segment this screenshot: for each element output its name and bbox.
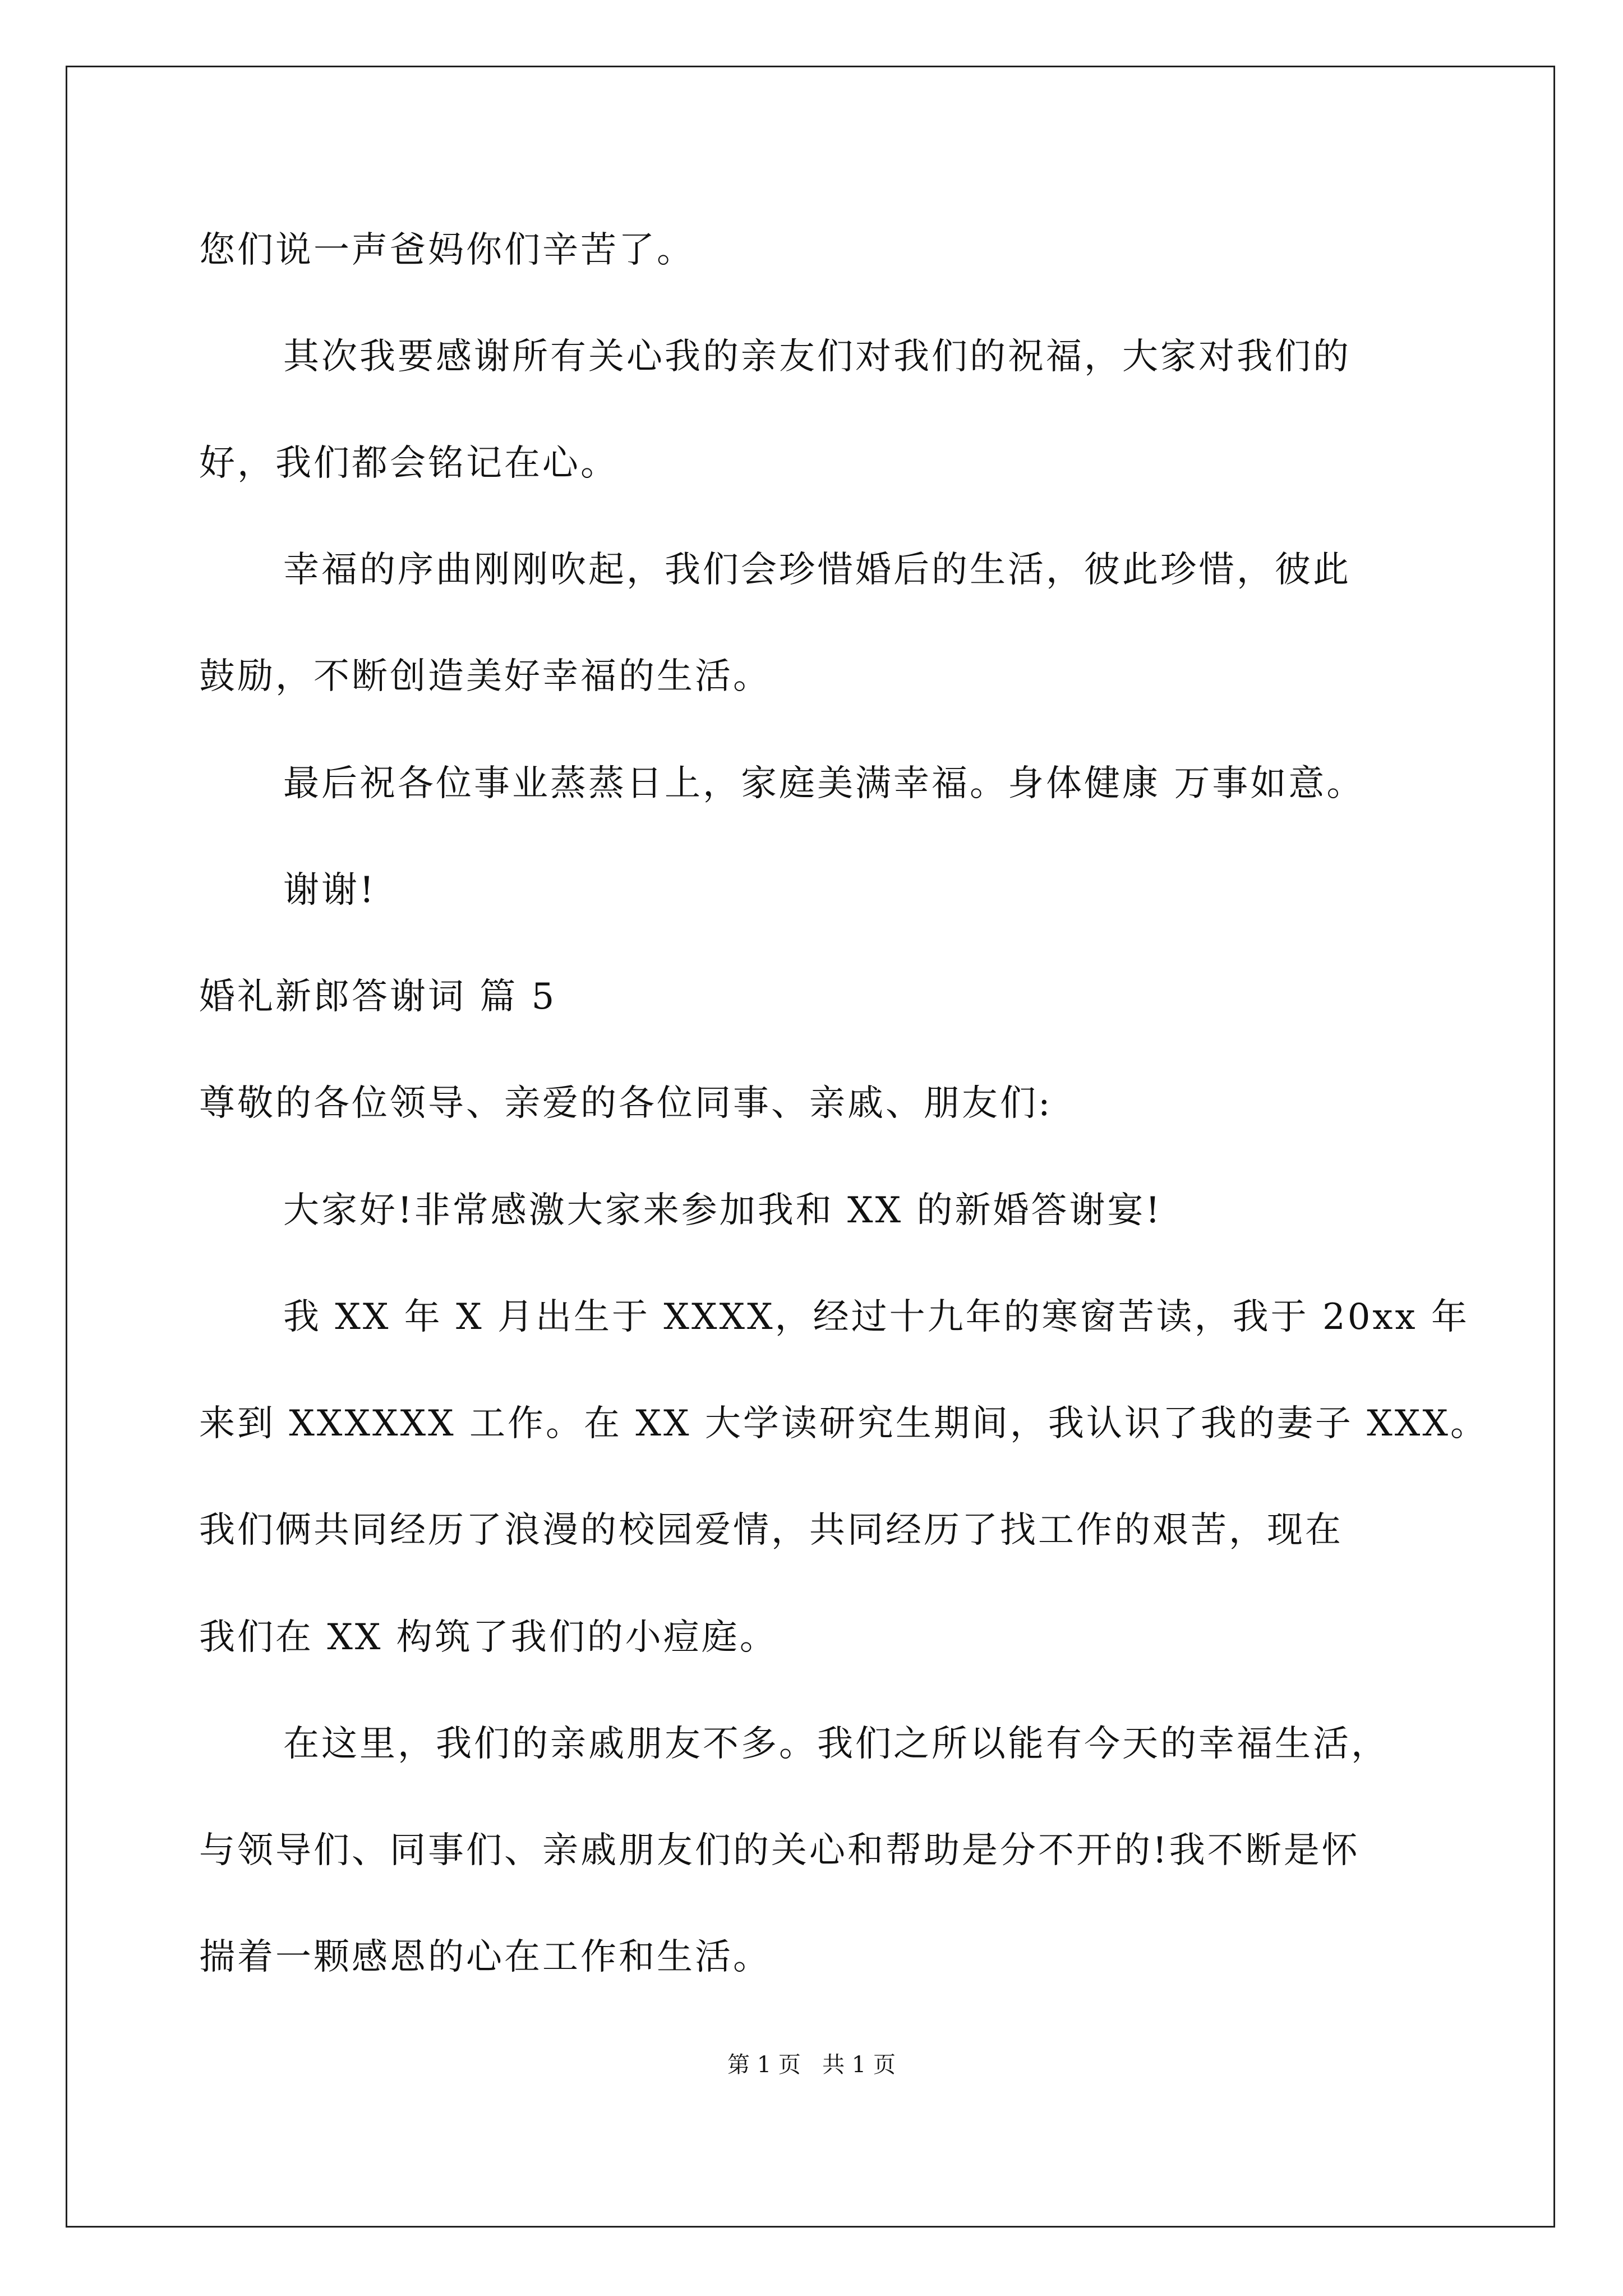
paragraph-line: 鼓励，不断创造美好幸福的生活。 (199, 656, 771, 697)
paragraph-line: 在这里，我们的亲戚朋友不多。我们之所以能有今天的幸福生活， (283, 1723, 1389, 1765)
paragraph-line: 谢谢! (283, 869, 376, 911)
paragraph-line: 您们说一声爸妈你们辛苦了。 (199, 229, 695, 271)
section-heading: 婚礼新郎答谢词 篇 5 (199, 976, 557, 1018)
paragraph-line: 我们俩共同经历了浪漫的校园爱情，共同经历了找工作的艰苦，现在 (199, 1510, 1343, 1551)
paragraph-line: 幸福的序曲刚刚吹起，我们会珍惜婚后的生活，彼此珍惜，彼此 (283, 549, 1351, 591)
page-footer: 第 1 页 共 1 页 (727, 2052, 896, 2078)
paragraph-line: 我们在 XX 构筑了我们的小痘庭。 (199, 1617, 778, 1658)
paragraph-line: 揣着一颗感恩的心在工作和生活。 (199, 1936, 771, 1978)
paragraph-line: 来到 XXXXXX 工作。在 XX 大学读研究生期间，我认识了我的妻子 XXX。 (199, 1403, 1488, 1444)
paragraph-line: 大家好!非常感激大家来参加我和 XX 的新婚答谢宴! (283, 1190, 1163, 1231)
page-border (66, 66, 1555, 2228)
paragraph-line: 我 XX 年 X 月出生于 XXXX，经过十九年的寒窗苦读，我于 20xx 年 (283, 1296, 1469, 1338)
salutation: 尊敬的各位领导、亲爱的各位同事、亲戚、朋友们: (199, 1083, 1053, 1124)
paragraph-line: 最后祝各位事业蒸蒸日上，家庭美满幸福。身体健康 万事如意。 (283, 763, 1365, 804)
paragraph-line: 好，我们都会铭记在心。 (199, 443, 619, 484)
paragraph-line: 其次我要感谢所有关心我的亲友们对我们的祝福，大家对我们的 (283, 336, 1351, 378)
paragraph-line: 与领导们、同事们、亲戚朋友们的关心和帮助是分不开的!我不断是怀 (199, 1830, 1360, 1871)
